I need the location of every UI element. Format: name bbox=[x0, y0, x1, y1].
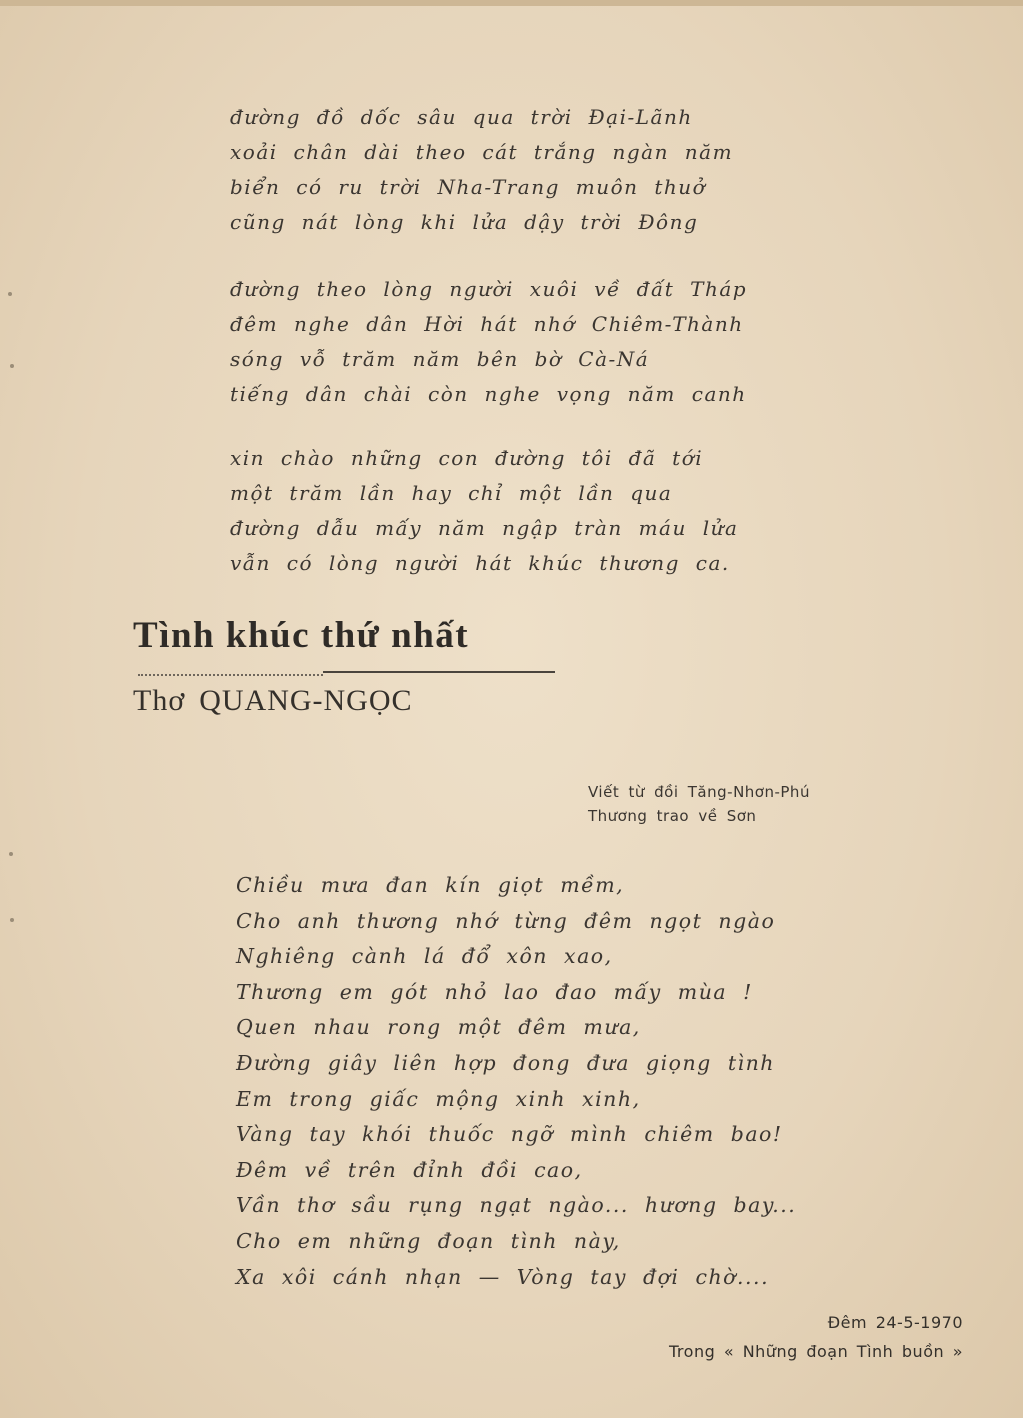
poem-line: Cho em những đoạn tình này, bbox=[236, 1228, 621, 1253]
paper-speck bbox=[10, 918, 14, 922]
verse-line: biển có ru trời Nha-Trang muôn thuở bbox=[230, 175, 707, 199]
dedication bbox=[588, 780, 810, 828]
verse-line: đường theo lòng người xuôi về đất Tháp bbox=[230, 277, 748, 301]
author-line bbox=[133, 684, 413, 718]
stanza-3 bbox=[230, 441, 750, 581]
poem-line: Quen nhau rong một đêm mưa, bbox=[236, 1015, 641, 1040]
poem-line: Vần thơ sầu rụng ngạt ngào... hương bay... bbox=[236, 1193, 797, 1218]
paper-speck bbox=[8, 292, 12, 296]
poem-body bbox=[236, 868, 796, 1295]
signoff-date: Đêm 24-5-1970 bbox=[827, 1313, 963, 1332]
dedication-line: Thương trao về Sơn bbox=[588, 807, 757, 825]
signoff bbox=[669, 1308, 963, 1366]
poem-line: Thương em gót nhỏ lao đao mấy mùa ! bbox=[236, 979, 753, 1004]
poem-title: Tình khúc thứ nhất bbox=[133, 615, 470, 656]
verse-line: tiếng dân chài còn nghe vọng năm canh bbox=[230, 382, 747, 406]
verse-line: xin chào những con đường tôi đã tới bbox=[230, 446, 704, 470]
author-prefix: Thơ bbox=[133, 684, 186, 717]
verse-line: một trăm lần hay chỉ một lần qua bbox=[230, 481, 673, 505]
poem-line: Xa xôi cánh nhạn — Vòng tay đợi chờ.... bbox=[236, 1264, 770, 1289]
stanza-2 bbox=[230, 272, 750, 412]
title-rule-dotted bbox=[138, 674, 323, 676]
poem-line: Vàng tay khói thuốc ngỡ mình chiêm bao! bbox=[236, 1122, 783, 1147]
verse-line: vẫn có lòng người hát khúc thương ca. bbox=[230, 551, 730, 575]
verse-line: đường đồ dốc sâu qua trời Đại-Lãnh bbox=[230, 105, 693, 129]
stanza-1 bbox=[230, 100, 750, 240]
verse-line: sóng vỗ trăm năm bên bờ Cà-Ná bbox=[230, 347, 650, 371]
verse-line: đường dẫu mấy năm ngập tràn máu lửa bbox=[230, 516, 739, 540]
author-name: QUANG-NGỌC bbox=[199, 684, 413, 717]
poem-line: Đường giây liên hợp đong đưa giọng tình bbox=[236, 1050, 776, 1075]
dedication-line: Viết từ đồi Tăng-Nhơn-Phú bbox=[588, 783, 810, 801]
paper-speck bbox=[10, 364, 14, 368]
verse-line: xoải chân dài theo cát trắng ngàn năm bbox=[230, 140, 734, 164]
poem-line: Chiều mưa đan kín giọt mềm, bbox=[236, 873, 625, 897]
poem-line: Đêm về trên đỉnh đồi cao, bbox=[236, 1157, 583, 1182]
page-top-edge bbox=[0, 0, 1023, 6]
poem-line: Em trong giấc mộng xinh xinh, bbox=[236, 1086, 641, 1111]
verse-line: đêm nghe dân Hời hát nhớ Chiêm-Thành bbox=[230, 312, 744, 336]
paper-speck bbox=[9, 852, 13, 856]
verse-line: cũng nát lòng khi lửa dậy trời Đông bbox=[230, 210, 699, 234]
poem-line: Cho anh thương nhớ từng đêm ngọt ngào bbox=[236, 908, 776, 933]
title-rule-solid bbox=[323, 671, 555, 673]
signoff-source: Trong « Những đoạn Tình buồn » bbox=[669, 1342, 963, 1361]
poem-line: Nghiêng cành lá đổ xôn xao, bbox=[236, 944, 613, 969]
